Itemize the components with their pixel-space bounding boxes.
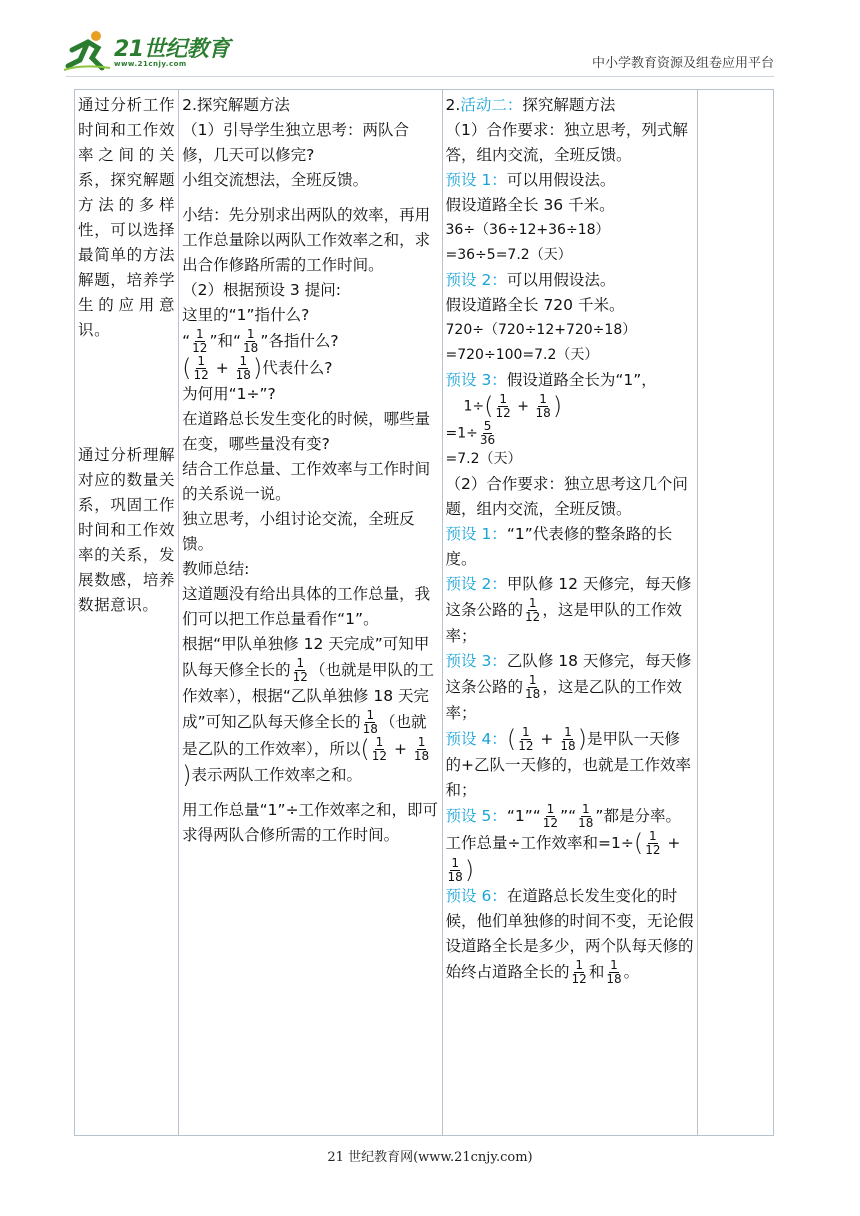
fraction: $\frac{1}{12}$ <box>518 725 534 753</box>
fraction: $\frac{1}{12}$ <box>193 354 209 382</box>
answer-5: 预设 5：“1”“ $\frac{1}{12}$ ”“ $\frac{1}{18}$ ”都是分率。 <box>445 802 681 830</box>
fraction: $\frac{1}{18}$ <box>606 958 622 986</box>
preset-3-line-4: =7.2（天） <box>445 451 522 467</box>
preset-1-line-3: 36÷（36÷12+36÷18） <box>445 222 610 238</box>
teacher-activity-cell <box>179 90 442 1136</box>
teacher-summary-1: 这道题没有给出具体的工作总量，我们可以把工作总量看作“1”。 <box>182 585 431 628</box>
fraction: $\frac{1}{18}$ <box>525 673 541 701</box>
requirement-2: （2）合作要求：独立思考这几个问题，组内交流，全班反馈。 <box>445 475 688 518</box>
fraction: $\frac{1}{18}$ <box>447 856 463 884</box>
fraction: $\frac{1}{12}$ <box>371 735 388 763</box>
logo-url: www.21cnjy.com <box>114 60 187 68</box>
preset-3: 预设 3：假设道路全长为“1”， <box>445 371 657 389</box>
teacher-summary-2: 根据“甲队单独修 12 天完成”可知甲队每天修全长的 $\frac{1}{12}$ （也就是甲队的工作效率），根据“乙队单独修 18 天完成”可知乙队每天修全长的 $\frac{1}{18}$ （也就是乙队的工作效率），所以( $\frac{1}{12}$ + $\frac{1}{18}$ )表示两队工作效率之和。 <box>182 635 434 789</box>
preset-2-line-3: 720÷（720÷12+720÷18） <box>445 322 637 338</box>
answer-2: 预设 2：甲队修 12 天修完，每天修这条公路的 $\frac{1}{12}$ ，这是甲队的工作效率； <box>445 575 692 645</box>
intent-para-2: 通过分析理解对应的数量关系，巩固工作时间和工作效率的关系，发展数感，培养数据意识。 <box>78 446 176 614</box>
activity-title: 2.活动二：探究解题方法 <box>445 96 616 114</box>
logo-brand: 21世纪教育 <box>114 37 230 62</box>
fraction: $\frac{1}{18}$ <box>362 708 378 736</box>
question-2: （2）根据预设 3 提问: <box>182 281 341 299</box>
teacher-summary-label: 教师总结: <box>182 560 250 578</box>
answer-6: 预设 6：在道路总长发生变化的时候，他们单独修的时间不变，无论假设道路全长是多少，两个队每天修的始终占道路全长的 $\frac{1}{12}$ 和 $\frac{1}{18}$ 。 <box>445 887 694 986</box>
question-2d: 为何用“1÷”? <box>182 385 276 403</box>
fraction: $\frac{1}{18}$ <box>535 392 551 420</box>
design-intent-cell <box>75 90 179 1136</box>
requirement-1: （1）合作要求：独立思考，列式解答，组内交流，全班反馈。 <box>445 121 688 164</box>
intent-para-1: 通过分析工作时间和工作效率之间的关系，探究解题方法的多样性，可以选择最简单的方法解题，培养学生的应用意识。 <box>78 96 176 339</box>
header-divider <box>66 76 774 77</box>
question-2b: “ $\frac{1}{12}$ ”和“ $\frac{1}{18}$ ”各指什么? <box>182 327 339 355</box>
question-2e: 在道路总长发生变化的时候，哪些量在变，哪些量没有变? <box>182 410 431 453</box>
fraction: $\frac{1}{18}$ <box>413 735 430 763</box>
fraction: $\frac{1}{12}$ <box>571 958 587 986</box>
runner-logo-icon <box>62 28 112 72</box>
notes-cell <box>697 90 773 1136</box>
section-title: 2.探究解题方法 <box>182 96 290 114</box>
answer-4: 预设 4：( $\frac{1}{12}$ + $\frac{1}{18}$ )是甲队一天修的+乙队一天修的，也就是工作效率和； <box>445 725 692 799</box>
question-1b: 小组交流想法，全班反馈。 <box>182 171 369 189</box>
fraction: $\frac{1}{12}$ <box>645 829 661 857</box>
preset-1-line-2: 假设道路全长 36 千米。 <box>445 196 615 214</box>
platform-title: 中小学教育资源及组卷应用平台 <box>591 56 774 71</box>
page-footer: 21 世纪教育网(www.21cnjy.com) <box>327 1150 533 1165</box>
student-activity-cell <box>442 90 697 1136</box>
question-2a: 这里的“1”指什么? <box>182 306 310 324</box>
fraction: $\frac{1}{18}$ <box>243 327 259 355</box>
fraction: $\frac{1}{18}$ <box>578 802 594 830</box>
answer-5-line-2: 工作总量÷工作效率和=1÷( $\frac{1}{12}$ + $\frac{1}{18}$ ) <box>445 829 681 884</box>
preset-1-line-4: =36÷5=7.2（天） <box>445 247 572 263</box>
fraction: $\frac{1}{12}$ <box>525 596 541 624</box>
fraction: $\frac{1}{12}$ <box>495 392 511 420</box>
answer-3: 预设 3：乙队修 18 天修完，每天修这条公路的 $\frac{1}{18}$ ，这是乙队的工作效率； <box>445 652 692 722</box>
question-2g: 独立思考，小组讨论交流，全班反馈。 <box>182 510 415 553</box>
fraction: $\frac{1}{12}$ <box>542 802 559 830</box>
preset-3-line-2: 1÷( $\frac{1}{12}$ + $\frac{1}{18}$ ) <box>463 392 563 420</box>
preset-1: 预设 1：可以用假设法。 <box>445 171 616 189</box>
site-logo <box>62 28 232 74</box>
table-row <box>75 90 774 1136</box>
fraction: $\frac{1}{12}$ <box>192 327 208 355</box>
fraction: $\frac{1}{12}$ <box>292 656 308 684</box>
preset-2-line-4: =720÷100=7.2（天） <box>445 347 599 363</box>
question-1: （1）引导学生独立思考：两队合修，几天可以修完? <box>182 121 410 164</box>
fraction: $\frac{1}{18}$ <box>560 725 576 753</box>
fraction: $\frac{5}{36}$ <box>479 419 496 447</box>
preset-2-line-2: 假设道路全长 720 千米。 <box>445 296 625 314</box>
lesson-table <box>74 89 774 1136</box>
question-2f: 结合工作总量、工作效率与工作时间的关系说一说。 <box>182 460 431 503</box>
summary-text: 小结：先分别求出两队的效率，再用工作总量除以两队工作效率之和，求出合作修路所需的工作时间。 <box>182 206 431 274</box>
preset-3-line-3: =1÷ $\frac{5}{36}$ <box>445 419 496 447</box>
question-2c: ( $\frac{1}{12}$ + $\frac{1}{18}$ )代表什么? <box>182 354 333 382</box>
preset-2: 预设 2：可以用假设法。 <box>445 271 616 289</box>
answer-1: 预设 1：“1”代表修的整条路的长度。 <box>445 525 673 568</box>
fraction: $\frac{1}{18}$ <box>235 354 251 382</box>
teacher-summary-3: 用工作总量“1”÷工作效率之和，即可求得两队合修所需的工作时间。 <box>182 801 439 844</box>
